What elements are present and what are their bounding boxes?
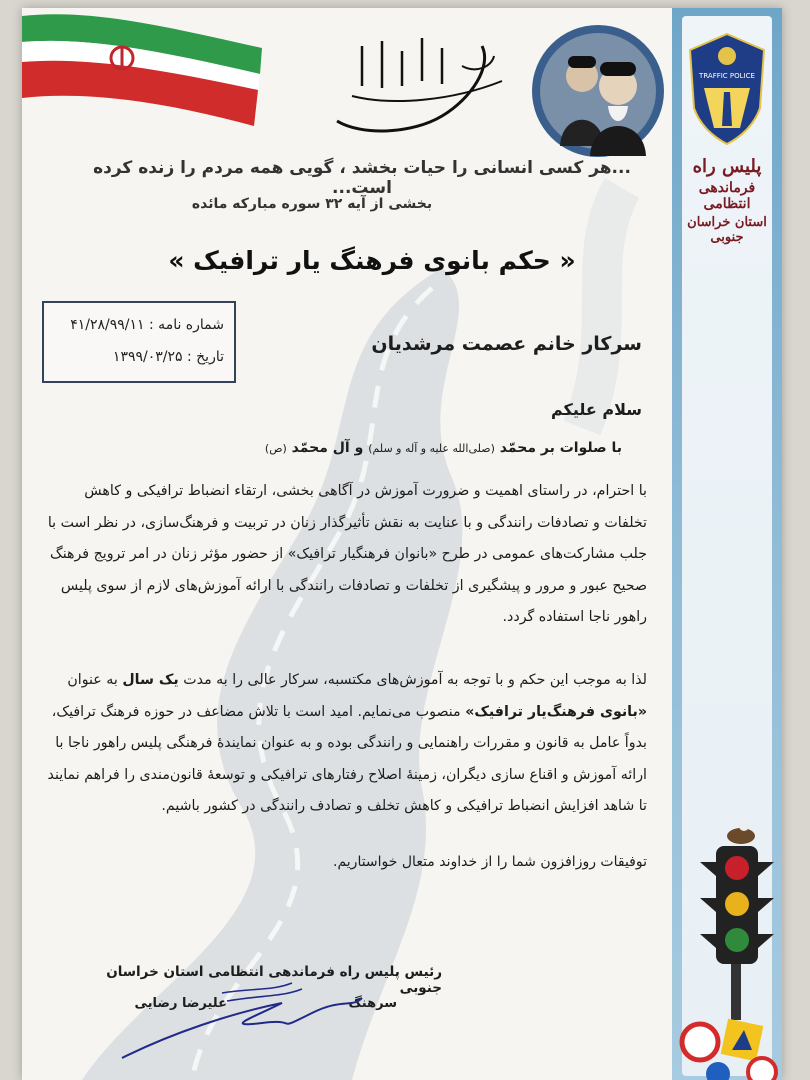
salawat-part: (ص) bbox=[264, 442, 287, 455]
traffic-light-icon bbox=[696, 820, 778, 1020]
paragraph2-text: منصوب می‌نمایم. امید است با تلاش مضاعف در حوزه فرهنگ ترافیک، بدواً عامل به قانون و مقررات راهنمایی و رانندگی بوده و به عنوان نمایندهٔ فرهنگی پلیس راهور ناجا با ارائه آموزش و اقناع سازی دیگران، زمینهٔ اصلاح رفتارهای ترافیکی و توسعهٔ قانون‌مندی را فراهم نمایند تا شاهد افزایش انضباط ترافیکی و کاهش تخلف و تصادف رانندگی در کشور باشیم. bbox=[47, 703, 647, 814]
quran-quote: ...هر کسی انسانی را حیات بخشد ، گویی همه مردم را زنده کرده است... bbox=[93, 158, 631, 198]
date-row bbox=[113, 349, 224, 365]
date-value: ۱۳۹۹/۰۳/۲۵ bbox=[112, 349, 183, 365]
signer-name: علیرضا رضایی bbox=[134, 996, 227, 1011]
salawat-part: (صلی‌الله علیه و آله و سلم) bbox=[368, 442, 495, 455]
paragraph2-text: به عنوان bbox=[67, 672, 118, 688]
handwritten-signature bbox=[112, 973, 372, 1073]
verse-reference: بخشی از آیه ۳۲ سوره مبارکه مائده bbox=[191, 196, 433, 212]
document-title: « حکم بانوی فرهنگ یار ترافیک » bbox=[168, 246, 576, 275]
side-title bbox=[682, 156, 772, 248]
side-title-line3: استان خراسان جنوبی bbox=[687, 215, 767, 245]
body-paragraph-1: با احترام، در راستای اهمیت و ضرورت آموزش در آگاهی بخشی، ارتقاء انضباط ترافیکی و کاهش تخلفات و تصادفات رانندگی و با عنایت به نقش تأثیرگذار زنان در تربیت و فرهنگ‌سازی، در نظر است با جلب مشارکت‌های عمومی در طرح «بانوان فرهنگیار ترافیک» از حضور مؤثر زنان در امر ترویج فرهنگ صحیح عبور و مرور و پیشگیری از تخلفات و تصادفات رانندگی با ارائه آموزش‌های لازم از سوی پلیس راهور ناجا استفاده گردد. bbox=[47, 483, 647, 625]
traffic-police-logo bbox=[684, 30, 770, 148]
signer-title: رئیس پلیس راه فرماندهی انتظامی استان خراسان جنوبی bbox=[106, 964, 442, 996]
paragraph2-role: «بانوی فرهنگ‌یار ترافیک» bbox=[465, 703, 647, 720]
iran-flag bbox=[22, 8, 282, 138]
letter-number: ۴۱/۲۸/۹۹/۱۱ bbox=[70, 317, 145, 333]
logo-label: TRAFFIC POLICE bbox=[699, 72, 755, 80]
side-title-line2: فرماندهی انتظامی bbox=[698, 180, 756, 212]
side-title-line1: پلیس راه bbox=[692, 156, 762, 177]
traffic-signs-icon bbox=[678, 1016, 782, 1080]
letter-number-label: شماره نامه : bbox=[149, 317, 224, 333]
salawat-line bbox=[222, 440, 622, 456]
certificate-paper bbox=[22, 8, 782, 1080]
basmala-calligraphy bbox=[322, 26, 522, 146]
signer-rank: سرهنگ bbox=[348, 996, 397, 1011]
paragraph2-duration: یک سال bbox=[122, 672, 179, 688]
body-paragraph-2 bbox=[42, 665, 647, 823]
leaders-portrait bbox=[530, 16, 666, 166]
greeting: سلام علیکم bbox=[550, 400, 642, 419]
salawat-part: و آل محمّد bbox=[291, 440, 364, 456]
letter-number-row bbox=[70, 317, 224, 333]
date-label: تاریخ : bbox=[186, 349, 224, 365]
closing-line: توفیقات روزافزون شما را از خداوند متعال خواستاریم. bbox=[333, 854, 647, 870]
addressee: سرکار خانم عصمت مرشدیان bbox=[371, 333, 642, 355]
reference-box bbox=[42, 301, 236, 383]
salawat-part: با صلوات بر محمّد bbox=[499, 440, 622, 456]
paragraph2-text: لذا به موجب این حکم و با توجه به آموزش‌های مکتسبه، سرکار عالی را به مدت bbox=[183, 672, 647, 688]
